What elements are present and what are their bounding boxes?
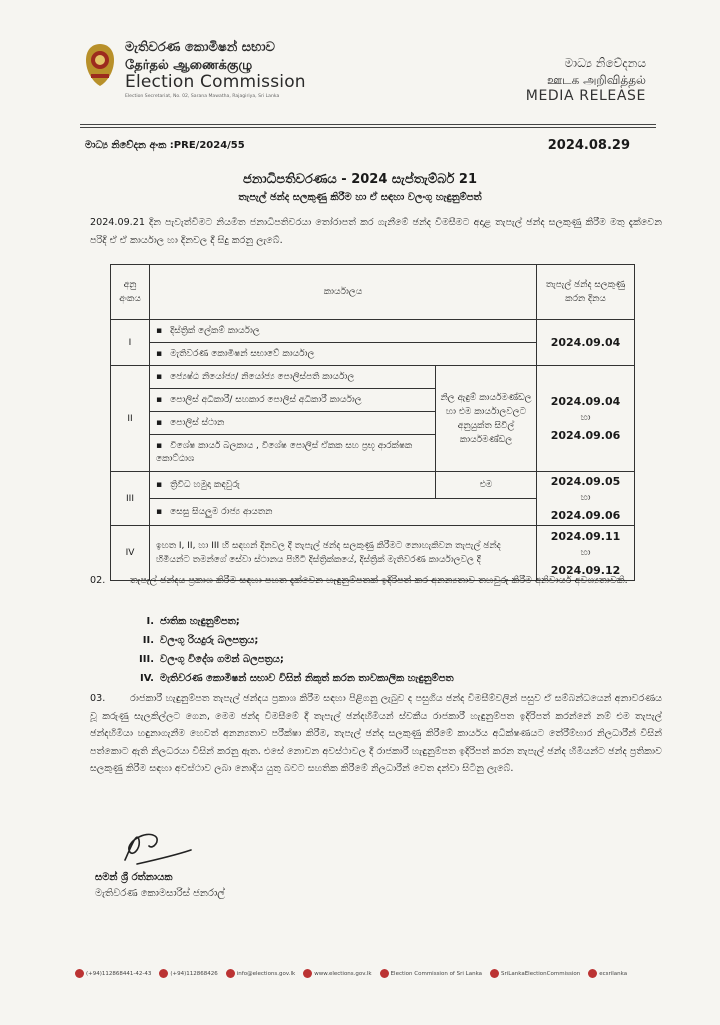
globe-icon	[303, 969, 312, 978]
date-from: 2024.09.11	[550, 529, 621, 543]
row-number: I	[111, 320, 150, 366]
para2-text: තැපැල් ඡන්දය ප්‍රකාශ කිරීම සඳහා පහත දැක්වෙන හැඳුනුම්පතක් ඉදිරිපත් කර අනන්‍යතාව තහවුරු කිරීම අනිවාර්ය අවශ්‍යතාවකි.	[130, 575, 628, 586]
email-text: info@elections.gov.lk	[236, 970, 296, 977]
list-num: I.	[146, 616, 154, 627]
media-release-sinhala: මාධ්‍ය නිවේදනය	[564, 56, 646, 70]
date-to: 2024.09.06	[550, 509, 621, 522]
reference-number: මාධ්‍ය නිවේදන අංක :PRE/2024/55	[85, 140, 245, 151]
para3-number: 03.	[90, 693, 106, 704]
list-text: වලංගු විදේශ ගමන් බලපත්‍රය;	[160, 654, 284, 665]
facebook-page-icon	[490, 969, 499, 978]
table-row	[111, 320, 635, 343]
row-number: II	[111, 366, 150, 472]
org-name-english: Election Commission	[125, 72, 306, 92]
date-to: 2024.09.06	[550, 429, 621, 442]
schedule-table	[110, 264, 635, 581]
para3-text: රාජකාරී හැඳුනුම්පත තැපැල් ඡන්දය ප්‍රකාශ කිරීම සඳහා පිළිගනු ලැබුව ද පසුගිය ඡන්ද විමසීම්වලින් පසුව ඒ සම්බන්ධයෙන් අනාවරණය වූ කරුණු සැලකිල්ලට ගෙන, මෙම ඡන්ද විමසීමේ දී තැපැල් ඡන්දහිමියන් ස්වකීය රාජකාරී හැඳුනුම්පත ඉදිරිපත් කරන්නේ නම් එම තැපැල් ඡන්දහිමියා හඳුනාගැනීම හෙවත් අනන්‍යතාව පරීක්ෂා කිරීම, තැපැල් ඡන්ද සලකුණු කිරීමේ කාර්යය අධීක්ෂණයට තේරීම්භාර නිලධාරීන් විසින් පත්කොට ඇති නිලධරයා විසින් කරනු ඇත. එසේ නොවන අවස්ථාවල දී රාජකාරී හැඳුනුම්පත ඉදිරිපත් කරන තැපැල් ඡන්ද හිමියන්ට ඡන්ද ප්‍රතිකාව සලකුණු කිරීම සඳහා අවස්ථාව ලබා නොදිය යුතු බවට සහතික කිරීමේ නිලධාරීන් වෙත දන්වා සිටිනු ලැබේ.	[90, 693, 662, 775]
date-from: 2024.09.04	[550, 395, 621, 408]
intro-paragraph: 2024.09.21 දින පැවැත්වීමට නියමිත ජනාධිපතිවරයා තෝරාපත් කර ගැනීමේ ඡන්ද විමසීමට අදාළ තැපැල් ඡන්ද සලකුණු කිරීම මතු දැක්වෙන පරිදි ඒ ඒ කාර්යාල හා දිනවල දී සිදු කරනු ලැබේ.	[90, 217, 662, 246]
para2-number: 02.	[90, 575, 106, 586]
date-conj: හා	[580, 547, 591, 558]
table-row	[111, 366, 635, 389]
footer-phone	[75, 969, 151, 978]
footer-facebook[interactable]	[380, 969, 482, 978]
row-description: ඉහත I, II, හා III හි සඳහන් දිනවල දී තැපැල් ඡන්ද සලකුණු කිරීමට නොහැකිවන තැපැල් ඡන්ද හිමියන්ට තමන්ගේ සේවා ස්ථානය පිහිටි දිස්ත්‍රික්කයේ, දිස්ත්‍රික් මැතිවරණ කාර්යාලවල දී	[150, 526, 537, 581]
footer-web[interactable]	[303, 969, 371, 978]
fax-text: (+94)112868426	[170, 970, 218, 977]
list-item: ▪ විශේෂ කාර්ය බලකාය , විශේෂ පොලිස් ඒකක සහ ප්‍රභූ ආරක්ෂක කොට්ඨාශ	[150, 435, 436, 472]
email-icon	[226, 969, 235, 978]
table-header-row	[111, 265, 635, 320]
list-item: ▪ මැතිවරණ කොමිෂන් සභාවේ කාර්යාල	[150, 343, 537, 366]
document-title: ජනාධිපතිවරණය - 2024 සැප්තැම්බර් 21	[243, 172, 477, 187]
footer-contacts	[75, 966, 665, 980]
release-date: 2024.08.29	[547, 138, 630, 153]
header-divider	[80, 124, 656, 125]
list-num: II.	[142, 635, 154, 646]
date-conj: හා	[580, 413, 591, 423]
list-item: ▪ සෙසු සියලුම රාජ්‍ය ආයතන	[150, 499, 537, 526]
list-item	[130, 616, 240, 627]
footer-fbpage[interactable]	[490, 969, 580, 978]
date-conj: හා	[580, 493, 591, 503]
list-item: ▪ ත්‍රිවිධ හමුදා කඳවුරු	[150, 472, 436, 499]
signature-image	[115, 820, 195, 870]
row-date	[537, 472, 635, 526]
org-name-sinhala: මැතිවරණ කොමිෂන් සභාව	[125, 40, 275, 55]
row-date	[537, 366, 635, 472]
list-item: ▪ ජ්‍යෙෂ්ඨ නියෝජ්‍ය/ නියෝජ්‍ය පොලිස්පති කාර්යාල	[150, 366, 436, 389]
footer-email[interactable]	[226, 969, 295, 978]
list-num: IV.	[140, 673, 154, 684]
footer-fax	[159, 969, 217, 978]
emblem-icon	[83, 42, 117, 88]
list-item	[130, 635, 258, 646]
list-text: වලංගු රියදුරු බලපත්‍රය;	[160, 635, 259, 646]
fbpage-text: SriLankaElectionCommission	[501, 970, 581, 977]
org-name-tamil: தேர்தல் ஆணைக்குழு	[125, 58, 253, 73]
table-row	[111, 472, 635, 499]
media-release-tamil: ஊடக அறிவித்தல்	[546, 73, 646, 87]
list-item: ▪ පොලිස් ස්ථාන	[150, 412, 436, 435]
list-text: මැතිවරණ කොමිෂන් සභාව විසින් නිකුත් කරන තාවකාලික හැඳුනුම්පත	[160, 673, 454, 684]
signatory-title: මැතිවරණ කොමසාරිස් ජනරාල්	[95, 888, 225, 899]
phone-icon	[75, 969, 84, 978]
list-text: ජාතික හැඳුනුම්පත;	[160, 616, 240, 627]
twitter-icon	[588, 969, 597, 978]
web-text: www.elections.gov.lk	[314, 970, 372, 977]
row-staff-note: නිල ඇඳුම් කාර්යමණ්ඩල හා එම කාර්යාලවලට අනුයුක්ත සිවිල් කාර්යමණ්ඩල	[436, 366, 537, 472]
footer-twitter[interactable]	[588, 969, 627, 978]
list-num: III.	[139, 654, 154, 665]
list-item: ▪ දිස්ත්‍රික් ලේකම් කාර්යාල	[150, 320, 537, 343]
fax-icon	[159, 969, 168, 978]
twitter-text: ecsrilanka	[599, 970, 628, 977]
facebook-text: Election Commission of Sri Lanka	[390, 970, 483, 977]
date-to: 2024.09.12	[550, 563, 621, 577]
row-date: 2024.09.04	[537, 320, 635, 366]
list-item	[130, 654, 284, 665]
row-number: III	[111, 472, 150, 526]
org-address: Election Secretariat, No. 02, Sarana Mawatha, Rajagiriya, Sri Lanka	[125, 94, 280, 99]
list-item: ▪ පොලිස් අධිකාරී/ සහකාර පොලිස් අධිකාරී කාර්යාල	[150, 389, 436, 412]
media-release-english: MEDIA RELEASE	[525, 88, 646, 104]
letterhead	[0, 0, 720, 130]
header-no: අනු අංකය	[111, 265, 150, 320]
date-from: 2024.09.05	[550, 475, 621, 488]
header-office: කාර්යාලය	[150, 265, 537, 320]
row-number: IV	[111, 526, 150, 581]
header-divider-2	[80, 127, 656, 128]
header-date: තැපැල් ඡන්ද සලකුණු කරන දිනය	[537, 265, 635, 320]
phone-text: (+94)112868441-42-43	[86, 970, 152, 977]
facebook-icon	[380, 969, 389, 978]
document-subtitle: තැපැල් ඡන්ද සලකුණු කිරීම හා ඒ සඳහා වලංගු හැඳුනුම්පත්	[238, 192, 482, 203]
signatory-name: සමන් ශ්‍රී රත්නායක	[95, 872, 173, 883]
row-staff-note: එම	[436, 472, 537, 499]
list-item	[130, 673, 454, 684]
